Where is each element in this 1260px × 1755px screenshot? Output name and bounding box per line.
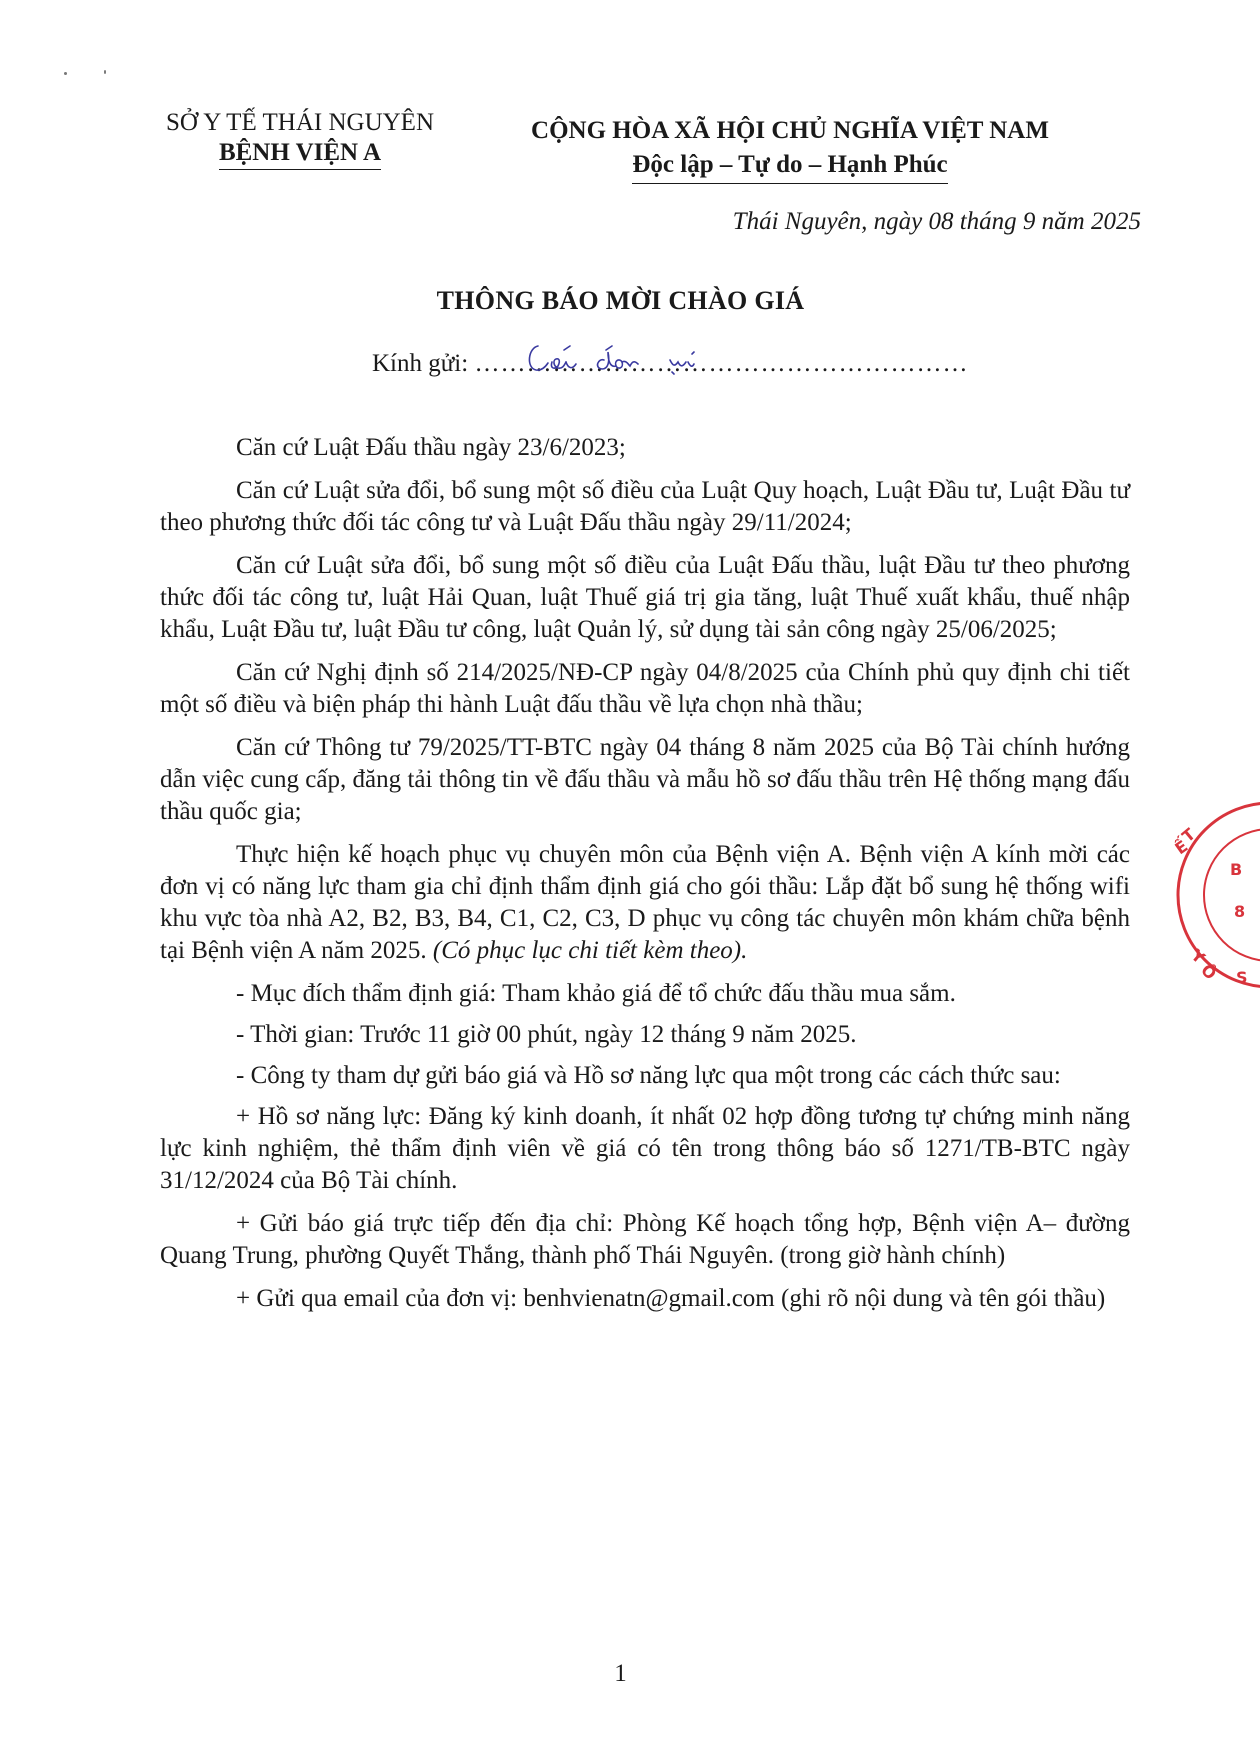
legal-basis-paragraph: Căn cứ Nghị định số 214/2025/NĐ-CP ngày 04/8/2025 của Chính phủ quy định chi tiết một số điều và biện pháp thi hành Luật đấu thầu về lựa chọn nhà thầu;	[160, 659, 1130, 718]
organization-name: BỆNH VIỆN A	[219, 138, 381, 170]
page-number: 1	[614, 1660, 627, 1687]
svg-text:Y: Y	[1187, 945, 1209, 968]
svg-text:Ế: Ế	[1171, 836, 1192, 859]
scan-speck	[64, 72, 67, 75]
deadline-item: - Thời gian: Trước 11 giờ 00 phút, ngày 12 tháng 9 năm 2025.	[236, 1021, 857, 1048]
recipient-label: Kính gửi:	[372, 350, 469, 377]
parent-organization: SỞ Y TẾ THÁI NGUYÊN	[165, 109, 435, 136]
national-motto: Độc lập – Tự do – Hạnh Phúc	[632, 148, 947, 184]
svg-text:T: T	[1178, 824, 1199, 847]
legal-basis-paragraph: Căn cứ Luật sửa đổi, bổ sung một số điều của Luật Quy hoạch, Luật Đầu tư, Luật Đầu tư theo phương thức đối tác công tư và Luật Đấu thầu ngày 29/11/2024;	[160, 477, 1130, 536]
issuing-organization	[150, 108, 450, 170]
invitation-text: Thực hiện kế hoạch phục vụ chuyên môn của Bệnh viện A. Bệnh viện A kính mời các đơn vị có năng lực tham gia chỉ định thẩm định giá cho gói thầu: Lắp đặt bổ sung hệ thống wifi khu vực tòa nhà A2, B2, B3, B4, C1, C2, C3, D phục vụ công tác chuyên môn khám chữa bệnh tại Bệnh viện A năm 2025.	[160, 841, 1130, 964]
svg-text:B: B	[1230, 860, 1243, 879]
svg-text:Ô: Ô	[1197, 960, 1221, 984]
scan-speck	[104, 70, 106, 74]
official-stamp-seal	[1170, 795, 1260, 995]
handwritten-recipient	[522, 332, 722, 382]
legal-basis-paragraph: Căn cứ Luật sửa đổi, bổ sung một số điều của Luật Đấu thầu, luật Đầu tư theo phương thức đối tác công tư, luật Hải Quan, luật Thuế giá trị gia tăng, luật Thuế xuất khẩu, thuế nhập khẩu, Luật Đầu tư, luật Đầu tư công, luật Quản lý, sử dụng tài sản công ngày 25/06/2025;	[160, 552, 1130, 643]
capability-profile-item: + Hồ sơ năng lực: Đăng ký kinh doanh, ít nhất 02 hợp đồng tương tự chứng minh năng lực kinh nghiệm, thẻ thẩm định viên về giá có tên trong thông báo số 1271/TB-BTC ngày 31/12/2024 của Bộ Tài chính.	[160, 1103, 1130, 1194]
appendix-note: (Có phục lục chi tiết kèm theo).	[432, 937, 748, 964]
document-title: THÔNG BÁO MỜI CHÀO GIÁ	[436, 286, 805, 315]
invitation-paragraph	[160, 839, 1130, 967]
legal-basis-paragraph: Căn cứ Luật Đấu thầu ngày 23/6/2023;	[236, 434, 626, 461]
svg-text:8: 8	[1234, 902, 1246, 921]
email-submission-item: + Gửi qua email của đơn vị: benhvienatn@gmail.com (ghi rõ nội dung và tên gói thầu)	[236, 1285, 1106, 1312]
legal-basis-paragraph: Căn cứ Thông tư 79/2025/TT-BTC ngày 04 tháng 8 năm 2025 của Bộ Tài chính hướng dẫn việc cung cấp, đăng tải thông tin về đấu thầu và mẫu hồ sơ đấu thầu trên Hệ thống mạng đấu thầu quốc gia;	[160, 734, 1130, 825]
svg-text:S: S	[1236, 968, 1248, 987]
direct-submission-item: + Gửi báo giá trực tiếp đến địa chỉ: Phòng Kế hoạch tổng hợp, Bệnh viện A– đường Quang Trung, phường Quyết Thắng, thành phố Thái Nguyên. (trong giờ hành chính)	[160, 1210, 1130, 1269]
date-line: Thái Nguyên, ngày 08 tháng 9 năm 2025	[732, 208, 1141, 235]
document-body	[160, 432, 1130, 1326]
national-header	[520, 114, 1060, 184]
submission-methods-item: - Công ty tham dự gửi báo giá và Hồ sơ năng lực qua một trong các cách thức sau:	[236, 1062, 1061, 1089]
country-name: CỘNG HÒA XÃ HỘI CHỦ NGHĨA VIỆT NAM	[531, 117, 1049, 144]
purpose-item: - Mục đích thẩm định giá: Tham khảo giá để tổ chức đấu thầu mua sắm.	[236, 980, 956, 1007]
recipient-dots: …………………………………………………	[474, 350, 969, 377]
